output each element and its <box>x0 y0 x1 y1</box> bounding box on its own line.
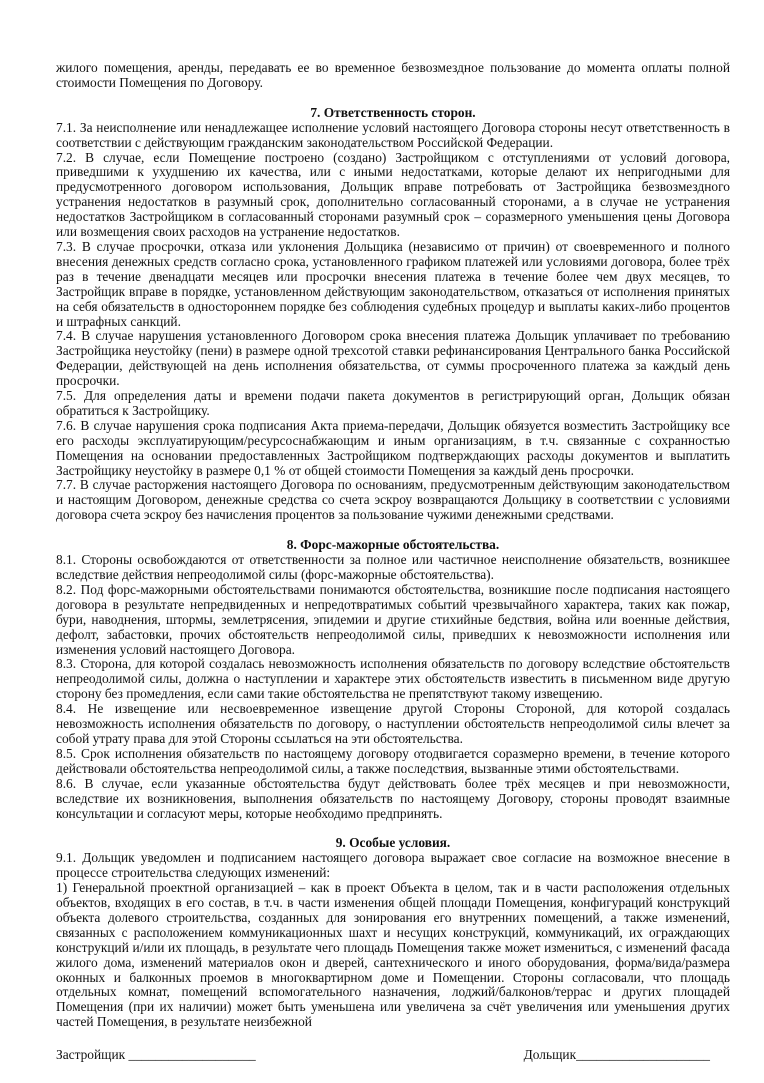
section-8-title: 8. Форс-мажорные обстоятельства. <box>286 537 500 553</box>
signature-block <box>56 1048 730 1063</box>
paragraph-7-7: 7.7. В случае расторжения настоящего Договора по основаниям, предусмотренным действующим законодательством и настоящим Договором, денежные средства со счета эскроу возвращаются Дольщику в соответствии с условиями договора счета эскроу без начисления процентов за пользование чужими денежными средствами. <box>56 477 730 523</box>
paragraph-8-5: 8.5. Срок исполнения обязательств по настоящему договору отодвигается соразмерно времени, в течение которого действовали обстоятельства непреодолимой силы, а также последствия, вызванные этими обстоятельствами. <box>56 745 730 776</box>
paragraph-8-2: 8.2. Под форс-мажорными обстоятельствами понимаются обстоятельства, возникшие после подписания настоящего договора в результате непредвиденных и непредотвратимых событий чрезвычайного характера, таких как пожар, бури, наводнения, штормы, землетрясения, эпидемии и другие стихийные бедствия, война или военные действия, дефолт, забастовки, прочих обстоятельств непреодолимой силы, приведших к невозможности исполнения или изменения условий настоящего Договора. <box>56 581 730 657</box>
paragraph-7-6: 7.6. В случае нарушения срока подписания Акта приема-передачи, Дольщик обязуется возместить Застройщику все его расходы эксплуатирующим/ресурсоснабжающим и иным организациям, в т.ч. связанные с сохранностью Помещения на основании предоставленных Застройщиком подтверждающих расходы документов и выплатить Застройщику неустойку в размере 0,1 % от общей стоимости Помещения за каждый день просрочки. <box>56 417 730 478</box>
paragraph-8-3: 8.3. Сторона, для которой создалась невозможность исполнения обязательств по договору вследствие обстоятельств непреодолимой силы, должна о наступлении и характере этих обстоятельств известить в письменном виде другую сторону без промедления, если сами такие обстоятельства не препятствуют такому извещению. <box>56 656 730 702</box>
paragraph-7-3: 7.3. В случае просрочки, отказа или уклонения Дольщика (независимо от причин) от своевременного и полного внесения денежных средств согласно срока, установленного графиком платежей или условиями договора, более трёх раз в течение двенадцати месяцев или просрочки внесения платежа в течение более чем двух месяцев, то Застройщик вправе в порядке, установленном действующим законодательством, отказаться от исполнения принятых на себя обязательств в одностороннем порядке без соблюдения судебных процедур и выплаты каких-либо процентов и штрафных санкций. <box>56 238 730 329</box>
paragraph-8-4: 8.4. Не извещение или несвоевременное извещение другой Стороны Стороной, для которой создалась невозможность исполнения обязательств по договору, о наступлении обстоятельств непреодолимой силы влечет за собой утрату права для этой Стороны ссылаться на эти обстоятельства. <box>56 701 730 746</box>
intro-paragraph: жилого помещения, аренды, передавать ее во временное безвозмездное пользование до момента оплаты полной стоимости Помещения по Договору. <box>56 60 730 90</box>
paragraph-8-6: 8.6. В случае, если указанные обстоятельства будут действовать более трёх месяцев и при невозможности, вследствие их возникновения, выполнения обязательств по настоящему Договору, стороны проводят взаимные консультации и согласуют меры, которые необходимо предпринять. <box>56 775 730 821</box>
shareholder-signature-line: Дольщик____________________ <box>523 1047 710 1063</box>
paragraph-9-1: 9.1. Дольщик уведомлен и подписанием настоящего договора выражает свое согласие на возможное внесение в процессе строительства следующих изменений: <box>56 850 730 881</box>
paragraph-7-5: 7.5. Для определения даты и времени подачи пакета документов в регистрирующий орган, Дольщик обязан обратиться к Застройщику. <box>56 388 730 418</box>
paragraph-7-4: 7.4. В случае нарушения установленного Договором срока внесения платежа Дольщик уплачивает по требованию Застройщика неустойку (пени) в размере одной трехсотой ставки рефинансирования Центрального банка Российской Федерации, действующей на день исполнения обязательства, от суммы просроченного платежа за каждый день просрочки. <box>56 328 730 389</box>
section-7-title: 7. Ответственность сторон. <box>310 104 476 120</box>
paragraph-9-1-item-1: 1) Генеральной проектной организацией – как в проект Объекта в целом, так и в части расположения отдельных объектов, входящих в его состав, в т.ч. в части изменения общей площади Помещения, конфигураций конструкций объекта долевого строительства, созданных для зонирования его внутренних помещений, а также изменений, связанных с расположением коммуникационных шахт и несущих конструкций, коммуникаций, их ограждающих конструкций и/или их площадь, в результате чего площадь Помещения также может измениться, с изменений фасада жилого дома, изменений материалов окон и дверей, сантехнического и иного оборудования, форма/вида/размера оконных и балконных проемов в многоквартирном доме и Помещении. Стороны согласовали, что площадь отдельных комнат, помещений вспомогательного назначения, лоджий/балконов/террас и других площадей Помещения (при их наличии) может быть уменьшена или увеличена за счёт увеличения или уменьшения других частей Помещения, в результате неизбежной <box>56 880 730 1030</box>
paragraph-8-1: 8.1. Стороны освобождаются от ответственности за полное или частичное неисполнение обязательств, возникшее вследствие действия непреодолимой силы (форс-мажорные обстоятельства). <box>56 552 730 582</box>
document-page <box>56 0 730 1083</box>
paragraph-7-1: 7.1. За неисполнение или ненадлежащее исполнение условий настоящего Договора стороны несут ответственность в соответствии с действующим гражданским законодательством Российской Федерации. <box>56 119 730 150</box>
developer-signature-line: Застройщик ___________________ <box>56 1047 256 1063</box>
paragraph-7-2: 7.2. В случае, если Помещение построено (создано) Застройщиком с отступлениями от условий договора, приведшими к ухудшению их качества, или с иными недостатками, которые делают их непригодными для предусмотренного договором использования, Дольщик вправе потребовать от Застройщика безвозмездного устранения недостатков в разумный срок, дополнительно согласованный сторонами, а в случае не устранения недостатков Застройщиком в согласованный сторонами разумный срок – соразмерного уменьшения цены Договора или возмещения своих расходов на устранение недостатков. <box>56 149 730 240</box>
section-9-title: 9. Особые условия. <box>335 835 451 851</box>
